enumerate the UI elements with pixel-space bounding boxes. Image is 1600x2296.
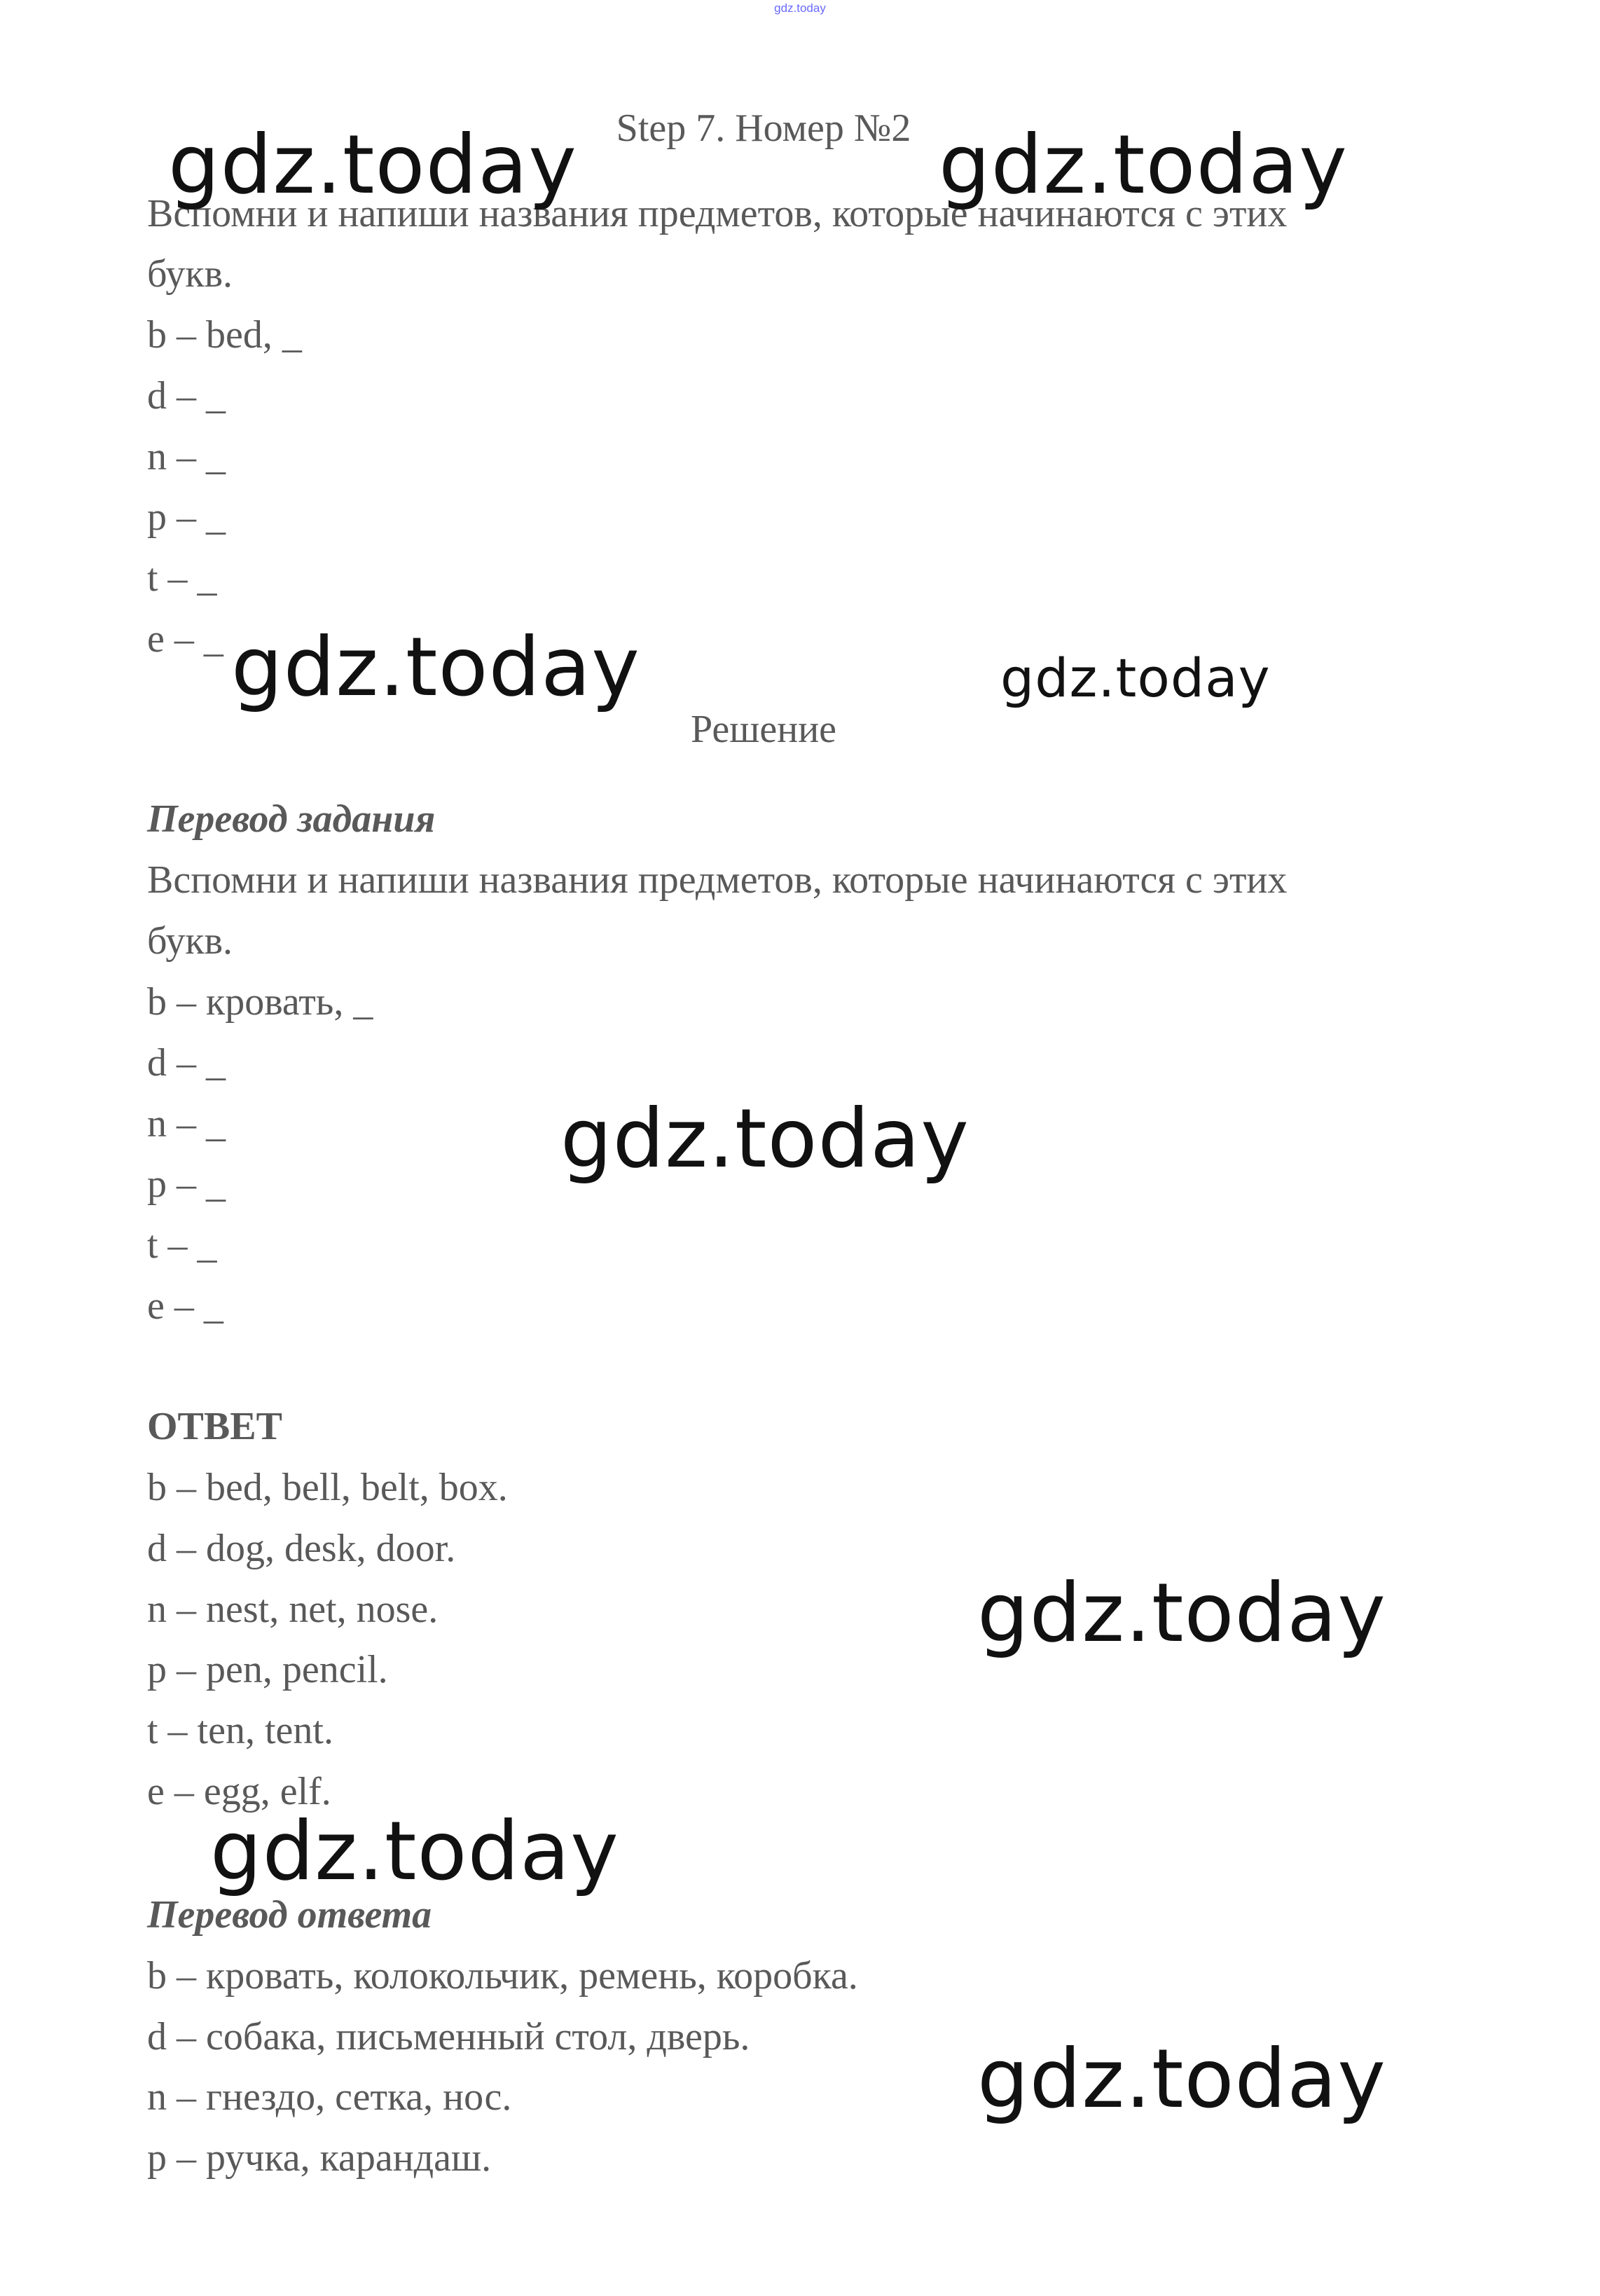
answer-translation-heading: Перевод ответа	[147, 1893, 432, 1937]
watermark: gdz.today	[231, 620, 640, 715]
answer-row-t: t – ten, tent.	[147, 1709, 333, 1752]
watermark: gdz.today	[210, 1804, 619, 1899]
answer-heading: ОТВЕТ	[147, 1405, 282, 1448]
translation-instruction-line-1: Вспомни и напиши названия предметов, которые начинаются с этих	[147, 858, 1288, 902]
translation-row-n: n – _	[147, 1102, 226, 1146]
task-instruction-line-1: Вспомни и напиши названия предметов, которые начинаются с этих	[147, 192, 1288, 235]
solution-label: Решение	[690, 708, 837, 751]
task-row-p: p – _	[147, 495, 226, 539]
translation-row-d: d – _	[147, 1041, 226, 1085]
watermark: gdz.today	[939, 118, 1348, 212]
page-title: Step 7. Номер №2	[616, 106, 911, 150]
answer-translation-row-p: p – ручка, карандаш.	[147, 2136, 492, 2180]
task-row-n: n – _	[147, 435, 226, 479]
translation-row-t: t – _	[147, 1223, 217, 1267]
answer-row-n: n – nest, net, nose.	[147, 1588, 439, 1631]
task-row-e: e – _	[147, 617, 223, 661]
translation-instruction-line-2: букв.	[147, 919, 233, 963]
translation-row-e: e – _	[147, 1284, 223, 1328]
answer-row-e: e – egg, elf.	[147, 1770, 331, 1813]
watermark: gdz.today	[560, 1092, 970, 1186]
task-row-d: d – _	[147, 374, 226, 418]
answer-translation-row-d: d – собака, письменный стол, дверь.	[147, 2015, 750, 2058]
watermark: gdz.today	[168, 118, 577, 212]
answer-row-d: d – dog, desk, door.	[147, 1527, 456, 1570]
watermark: gdz.today	[1000, 647, 1271, 709]
answer-translation-row-b: b – кровать, колокольчик, ремень, коробка.	[147, 1954, 858, 1998]
translation-heading: Перевод задания	[147, 797, 436, 841]
answer-row-b: b – bed, bell, belt, box.	[147, 1466, 508, 1509]
watermark: gdz.today	[977, 1566, 1386, 1661]
site-link[interactable]: gdz.today	[774, 1, 826, 15]
task-instruction-line-2: букв.	[147, 252, 233, 296]
task-row-b: b – bed, _	[147, 313, 302, 357]
task-row-t: t – _	[147, 556, 217, 600]
translation-row-b: b – кровать, _	[147, 980, 373, 1024]
translation-row-p: p – _	[147, 1162, 226, 1206]
answer-row-p: p – pen, pencil.	[147, 1648, 388, 1691]
watermark: gdz.today	[977, 2032, 1386, 2126]
answer-translation-row-n: n – гнездо, сетка, нос.	[147, 2075, 512, 2119]
